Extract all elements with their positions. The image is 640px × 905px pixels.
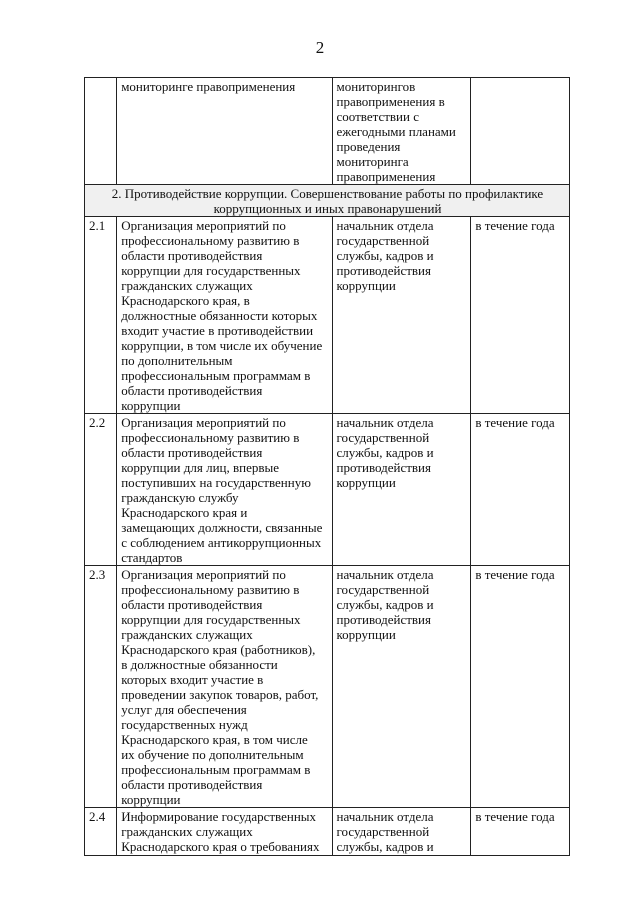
cell-responsible <box>332 217 471 414</box>
responsible-text: начальник отдела государственной службы, кадров и <box>336 809 434 854</box>
section-title-cell <box>85 185 570 217</box>
cell-number <box>85 78 117 185</box>
section-header-row <box>85 185 570 217</box>
event-text: Организация мероприятий по профессиональному развитию в области противодействия коррупции для государственных гражданских служащих Краснодарского края, в должностные обязанности которых входит участие в противодействии коррупции, в том числе их обучение по дополнительным профессиональным программам в области противодействия коррупции <box>121 218 323 413</box>
table-row <box>85 808 570 856</box>
cell-event <box>117 808 332 856</box>
event-text: мониторинге правоприменения <box>121 79 296 94</box>
cell-number: 2.4 <box>85 808 117 856</box>
cell-number: 2.1 <box>85 217 117 414</box>
event-text: Информирование государственных гражданских служащих Краснодарского края о требованиях <box>121 809 320 854</box>
event-text: Организация мероприятий по профессиональному развитию в области противодействия коррупции для государственных гражданских служащих Краснодарского края (работников), в должностные обязанности которых входит участие в проведении закупок товаров, работ, услуг для обеспечения государственных нужд Краснодарского края, в том числе их обучение по дополнительным профессиональным программам в области противодействия коррупции <box>121 567 319 807</box>
cell-term <box>471 78 570 185</box>
cell-term: в течение года <box>471 808 570 856</box>
cell-term: в течение года <box>471 566 570 808</box>
table-row <box>85 566 570 808</box>
cell-event <box>117 414 332 566</box>
event-text: Организация мероприятий по профессиональному развитию в области противодействия коррупции для лиц, впервые поступивших на государственную гражданскую службу Краснодарского края и замещающих должности, связанные с соблюдением антикоррупционных стандартов <box>121 415 323 565</box>
responsible-text: начальник отдела государственной службы, кадров и противодействия коррупции <box>336 218 434 293</box>
cell-number: 2.3 <box>85 566 117 808</box>
anticorruption-plan-table <box>84 77 570 856</box>
responsible-text: мониторингов правоприменения в соответствии с ежегодными планами проведения мониторинга правоприменения <box>336 79 456 184</box>
table-row <box>85 414 570 566</box>
table-row <box>85 217 570 414</box>
cell-event <box>117 217 332 414</box>
section-title: 2. Противодействие коррупции. Совершенствование работы по профилактике коррупционных и иных правонарушений <box>111 186 544 216</box>
cell-responsible <box>332 566 471 808</box>
page-number: 2 <box>315 38 325 57</box>
cell-event <box>117 566 332 808</box>
responsible-text: начальник отдела государственной службы, кадров и противодействия коррупции <box>336 415 434 490</box>
cell-responsible <box>332 414 471 566</box>
cell-term: в течение года <box>471 414 570 566</box>
cell-responsible <box>332 78 471 185</box>
cell-number: 2.2 <box>85 414 117 566</box>
cell-term: в течение года <box>471 217 570 414</box>
responsible-text: начальник отдела государственной службы, кадров и противодействия коррупции <box>336 567 434 642</box>
cell-event <box>117 78 332 185</box>
table-row-continuation <box>85 78 570 185</box>
cell-responsible <box>332 808 471 856</box>
